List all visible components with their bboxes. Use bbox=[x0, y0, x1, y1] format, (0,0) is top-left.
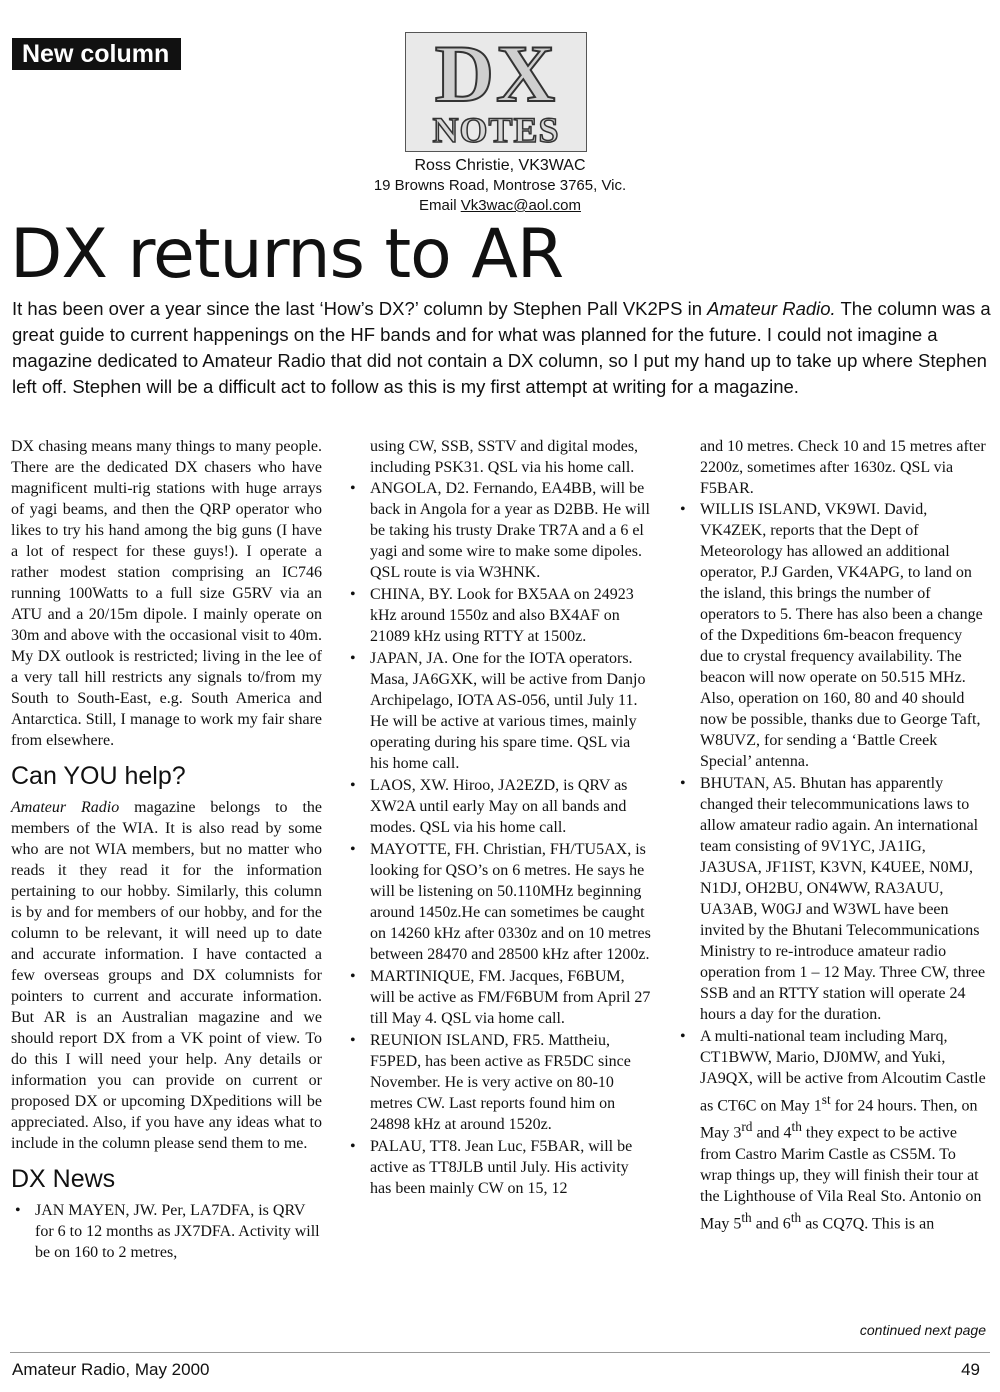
can-you-help-heading: Can YOU help? bbox=[11, 762, 186, 790]
author-block bbox=[300, 156, 700, 216]
article-intro bbox=[12, 296, 992, 400]
dx-news-list bbox=[346, 478, 652, 1199]
list-item: • ANGOLA, D2. Fernando, EA4BB, will be back in Angola for a year as D2BB. He will be taking his trusty Drake TR7A and a 6 el yagi and some wire to make some dipoles. QSL route is via W3HNK. bbox=[346, 478, 652, 583]
column-2 bbox=[346, 436, 652, 1200]
dx-news-list bbox=[11, 1200, 322, 1263]
article-headline: DX returns to AR bbox=[10, 215, 564, 294]
intro-part2: The column was a great guide to current happenings on the HF bands and for what was planned for the future. I could not imagine a magazine dedicated to Amateur Radio that did not contain a DX column, so I put my hand up to take up where Stephen left off. Stephen will be a difficult act to follow as this is my first attempt at writing for a magazine. bbox=[12, 298, 991, 397]
list-item: • JAN MAYEN, JW. Per, LA7DFA, is QRV for 6 to 12 months as JX7DFA. Activity will be on 160 to 2 metres, bbox=[11, 1200, 322, 1263]
dx-chasing-paragraph: DX chasing means many things to many people. There are the dedicated DX chasers who have magnificent multi-rig stations with huge arrays of yagi beams, and then the QRP operator who likes to try his hand among the big guns (I have a lot of respect for these guys!). I operate a rather modest station comprising an IC746 running 100Watts to a full size G5RV via an ATU and a 20/15m dipole. I mainly operate on 30m and above with the occasional visit to 40m. My DX outlook is restricted; living in the lee of a very tall hill restricts any signals to/from my South to South-East, e.g. South America and Antarctica. Still, I manage to work my fair share from elsewhere. bbox=[11, 438, 322, 749]
list-item: • CHINA, BY. Look for BX5AA on 24923 kHz around 1550z and also BX4AF on 21089 kHz using RTTY at 1500z. bbox=[346, 584, 652, 647]
can-you-help-text: magazine belongs to the members of the WIA. It is also read by some who are not WIA members, but no matter who reads it they read it for the information pertaining to our hobby. Similarly, this column is by and for members of our hobby, and for the column to be relevant, it will need up to date and accurate information. I have contacted a few overseas groups and DX columnists for pointers to current and accurate information. But AR is an Australian magazine and we should report DX from a VK point of view. To do this I will need your help. Any details or information you can provide on current or proposed DX or upcoming DXpeditions will be appreciated. Also, if you have any ideas what to include in the column please send them to me. bbox=[11, 799, 322, 1152]
column-3 bbox=[676, 436, 988, 1235]
logo-line1: DX bbox=[434, 28, 558, 119]
list-item: • MAYOTTE, FH. Christian, FH/TU5AX, is looking for QSO’s on 6 metres. He says he will be listening on 50.110MHz beginning around 1450z.He can sometimes be caught on 14260 kHz after 0330z and on 10 metres between 28470 and 28500 kHz after 1200z. bbox=[346, 839, 652, 965]
list-item: • A multi-national team including Marq, CT1BWW, Mario, DJ0MW, and Yuki, JA9QX, will be active from Alcoutim Castle as CT6C on May 1st for 24 hours. Then, on May 3rd and 4th they expect to be active from Castro Marim Castle as CS5M. To wrap things up, they will finish their tour at the Lighthouse of Vila Real Sto. Antonio on May 5th and 6th as CQ7Q. This is an bbox=[676, 1026, 988, 1234]
list-item: • JAPAN, JA. One for the IOTA operators. Masa, JA6GXK, will be active from Danjo Archipelago, IOTA AS-056, until July 11. He will be active at various times, mainly operating during his spare time. QSL via his home call. bbox=[346, 648, 652, 774]
footer-publication: Amateur Radio, May 2000 bbox=[12, 1360, 210, 1379]
intro-magazine-name: Amateur Radio. bbox=[707, 298, 836, 319]
dx-news-list bbox=[676, 499, 988, 1234]
author-address: 19 Browns Road, Montrose 3765, Vic. bbox=[373, 177, 627, 194]
intro-part1: It has been over a year since the last ‘How’s DX?’ column by Stephen Pall VK2PS in bbox=[12, 298, 708, 319]
list-item: • WILLIS ISLAND, VK9WI. David, VK4ZEK, reports that the Dept of Meteorology has allowed an additional operator, P.J Garden, VK4APG, to land on the island, this brings the number of operators to 5. There has also been a change of the Dxpeditions 6m-beacon frequency due to crystal frequency availability. The beacon will now operate on 50.515 MHz. Also, operation on 160, 80 and 40 should now be possible, thanks due to George Taft, W8UVZ, for sending a ‘Battle Creek Special’ antenna. bbox=[676, 499, 988, 772]
list-item: • LAOS, XW. Hiroo, JA2EZD, is QRV as XW2A until early May on all bands and modes. QSL via his home call. bbox=[346, 775, 652, 838]
page-number: 49 bbox=[961, 1360, 980, 1379]
list-item-continuation: and 10 metres. Check 10 and 15 metres after 2200z, sometimes after 1630z. QSL via F5BAR. bbox=[700, 438, 986, 497]
email-label: Email bbox=[419, 197, 457, 214]
footer-divider bbox=[10, 1352, 990, 1353]
magazine-name: Amateur Radio bbox=[11, 799, 120, 816]
list-item-continuation: using CW, SSB, SSTV and digital modes, including PSK31. QSL via his home call. bbox=[370, 438, 639, 476]
logo-line2: NOTES bbox=[432, 110, 560, 150]
list-item: • MARTINIQUE, FM. Jacques, F6BUM, will be active as FM/F6BUM from April 27 till May 4. QSL via home call. bbox=[346, 966, 652, 1029]
list-item: • BHUTAN, A5. Bhutan has apparently changed their telecommunications laws to allow amateur radio again. An international team consisting of 9V1YC, JA1IG, JA3USA, JF1IST, K3VN, K4UEE, N0MJ, N1DJ, OH2BU, ON4WW, RA3AUU, UA3AB, W0GJ and W3WL have been invited by the Bhutani Telecommunications Ministry to re-introduce amateur radio operation from 1 – 12 May. Three CW, three SSB and an RTTY station will operate 24 hours a day for the duration. bbox=[676, 773, 988, 1025]
new-column-badge: New column bbox=[12, 38, 181, 70]
list-item: • PALAU, TT8. Jean Luc, F5BAR, will be active as TT8JLB until July. His activity has been mainly CW on 15, 12 bbox=[346, 1136, 652, 1199]
author-email-link[interactable]: Vk3wac@aol.com bbox=[460, 197, 581, 214]
column-1 bbox=[11, 436, 322, 1264]
dx-notes-logo bbox=[405, 28, 587, 152]
continued-next-page: continued next page bbox=[859, 1322, 986, 1338]
can-you-help-paragraph bbox=[11, 797, 322, 1154]
author-name: Ross Christie, VK3WAC bbox=[414, 157, 586, 174]
dx-news-heading: DX News bbox=[11, 1165, 116, 1193]
list-item: • REUNION ISLAND, FR5. Mattheiu, F5PED, has been active as FR5DC since November. He is very active on 80-10 metres CW. Last reports found him on 24898 kHz at around 1520z. bbox=[346, 1030, 652, 1135]
